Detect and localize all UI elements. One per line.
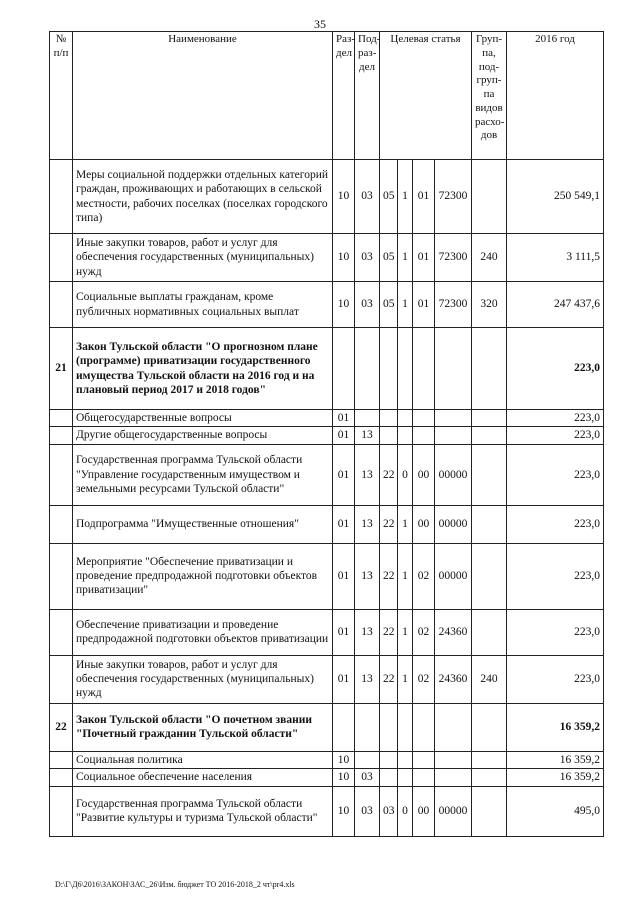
row-number: [50, 444, 73, 505]
row-target-program: 05: [380, 160, 398, 234]
row-number: [50, 786, 73, 836]
table-row: [50, 655, 604, 703]
row-number: [50, 234, 73, 282]
row-target-event: 01: [413, 282, 435, 328]
row-target-subprogram: [398, 703, 413, 751]
row-target-direction: 72300: [435, 282, 472, 328]
row-razdel: 01: [333, 427, 355, 444]
row-target-event: 01: [413, 160, 435, 234]
row-name: Иные закупки товаров, работ и услуг для обеспечения государственных (муниципальных) нужд: [73, 234, 333, 282]
table-row: [50, 160, 604, 234]
row-target-subprogram: 1: [398, 234, 413, 282]
row-number: [50, 282, 73, 328]
header-target: Целевая статья: [380, 32, 472, 160]
row-razdel: 01: [333, 609, 355, 655]
row-razdel: 01: [333, 505, 355, 543]
row-name: Подпрограмма "Имущественные отношения": [73, 505, 333, 543]
row-target-event: [413, 703, 435, 751]
row-razdel: 01: [333, 655, 355, 703]
row-number: [50, 505, 73, 543]
header-year: 2016 год: [507, 32, 604, 160]
table-row: [50, 234, 604, 282]
row-expense-group: [472, 427, 507, 444]
row-target-program: 05: [380, 282, 398, 328]
row-target-program: [380, 703, 398, 751]
row-target-event: 02: [413, 655, 435, 703]
row-podrazdel: 03: [355, 786, 380, 836]
row-target-program: 22: [380, 609, 398, 655]
row-amount: 223,0: [507, 328, 604, 410]
row-target-direction: 72300: [435, 234, 472, 282]
table-row: [50, 328, 604, 410]
row-amount: 250 549,1: [507, 160, 604, 234]
page-number: 35: [314, 17, 326, 31]
row-name: Меры социальной поддержки отдельных категорий граждан, проживающих и работающих в сельской местности, рабочих поселках (поселках городского типа): [73, 160, 333, 234]
row-target-program: 05: [380, 234, 398, 282]
row-target-direction: 00000: [435, 786, 472, 836]
row-target-direction: [435, 328, 472, 410]
row-razdel: 01: [333, 543, 355, 609]
row-name: Закон Тульской области "О почетном звании "Почетный гражданин Тульской области": [73, 703, 333, 751]
row-podrazdel: 13: [355, 444, 380, 505]
row-podrazdel: 03: [355, 282, 380, 328]
row-podrazdel: 13: [355, 505, 380, 543]
row-expense-group: [472, 751, 507, 768]
row-target-subprogram: 1: [398, 609, 413, 655]
row-name: Государственная программа Тульской области "Развитие культуры и туризма Тульской области": [73, 786, 333, 836]
row-podrazdel: [355, 328, 380, 410]
header-group: Груп-па, под-груп-па видов расхо-дов: [472, 32, 507, 160]
row-razdel: 10: [333, 282, 355, 328]
header-razdel: Раз-дел: [333, 32, 355, 160]
row-target-direction: 00000: [435, 543, 472, 609]
row-target-subprogram: 1: [398, 655, 413, 703]
row-amount: 247 437,6: [507, 282, 604, 328]
row-target-subprogram: [398, 410, 413, 427]
row-name: Государственная программа Тульской области "Управление государственным имуществом и земельными ресурсами Тульской области": [73, 444, 333, 505]
row-target-direction: 72300: [435, 160, 472, 234]
header-podrazdel: Под-раз-дел: [355, 32, 380, 160]
header-num: № п/п: [50, 32, 73, 160]
row-expense-group: [472, 769, 507, 786]
row-number: [50, 655, 73, 703]
row-razdel: 10: [333, 786, 355, 836]
row-expense-group: [472, 505, 507, 543]
row-target-direction: [435, 410, 472, 427]
row-amount: 16 359,2: [507, 703, 604, 751]
row-expense-group: [472, 543, 507, 609]
row-target-event: 01: [413, 234, 435, 282]
row-target-program: 22: [380, 655, 398, 703]
row-amount: 16 359,2: [507, 769, 604, 786]
row-target-program: [380, 410, 398, 427]
row-target-subprogram: 1: [398, 543, 413, 609]
row-number: [50, 769, 73, 786]
header-name: Наименование: [73, 32, 333, 160]
table-row: [50, 703, 604, 751]
row-target-event: [413, 751, 435, 768]
table-row: [50, 543, 604, 609]
row-podrazdel: 13: [355, 543, 380, 609]
row-podrazdel: 13: [355, 427, 380, 444]
row-target-subprogram: [398, 769, 413, 786]
row-name: Социальная политика: [73, 751, 333, 768]
row-number: [50, 751, 73, 768]
row-expense-group: [472, 444, 507, 505]
row-name: Социальные выплаты гражданам, кроме публичных нормативных социальных выплат: [73, 282, 333, 328]
row-target-subprogram: [398, 427, 413, 444]
table-row: [50, 751, 604, 768]
row-expense-group: [472, 160, 507, 234]
row-target-program: [380, 769, 398, 786]
row-number: [50, 410, 73, 427]
row-amount: 223,0: [507, 655, 604, 703]
row-expense-group: 240: [472, 655, 507, 703]
row-name: Иные закупки товаров, работ и услуг для обеспечения государственных (муниципальных) нужд: [73, 655, 333, 703]
row-razdel: 10: [333, 769, 355, 786]
row-amount: 495,0: [507, 786, 604, 836]
row-target-event: [413, 410, 435, 427]
row-razdel: 10: [333, 234, 355, 282]
row-expense-group: 320: [472, 282, 507, 328]
row-podrazdel: 03: [355, 769, 380, 786]
row-target-program: [380, 751, 398, 768]
row-podrazdel: 03: [355, 234, 380, 282]
row-target-direction: 00000: [435, 505, 472, 543]
row-amount: 223,0: [507, 505, 604, 543]
row-name: Другие общегосударственные вопросы: [73, 427, 333, 444]
row-target-event: 00: [413, 505, 435, 543]
row-target-event: [413, 328, 435, 410]
row-target-program: 03: [380, 786, 398, 836]
row-razdel: 01: [333, 444, 355, 505]
row-target-event: [413, 427, 435, 444]
row-razdel: [333, 703, 355, 751]
row-target-subprogram: 1: [398, 505, 413, 543]
row-target-program: 22: [380, 505, 398, 543]
table-row: [50, 786, 604, 836]
row-amount: 223,0: [507, 444, 604, 505]
row-expense-group: [472, 328, 507, 410]
row-target-program: [380, 427, 398, 444]
row-target-direction: [435, 427, 472, 444]
row-amount: 3 111,5: [507, 234, 604, 282]
row-amount: 16 359,2: [507, 751, 604, 768]
row-target-program: 22: [380, 543, 398, 609]
table-row: [50, 427, 604, 444]
file-path-footer: D:\Г\Д6\2016\ЗАКОН\ЗАС_26\Изм. бюджет ТО 2016-2018_2 чт\pr4.xls: [55, 880, 295, 889]
row-target-direction: [435, 751, 472, 768]
row-name: Мероприятие "Обеспечение приватизации и проведение предпродажной подготовки объектов приватизации": [73, 543, 333, 609]
row-target-subprogram: 1: [398, 282, 413, 328]
row-target-subprogram: [398, 328, 413, 410]
row-expense-group: 240: [472, 234, 507, 282]
row-name: Обеспечение приватизации и проведение предпродажной подготовки объектов приватизации: [73, 609, 333, 655]
row-expense-group: [472, 410, 507, 427]
row-number: [50, 543, 73, 609]
row-target-event: 00: [413, 444, 435, 505]
table-row: [50, 282, 604, 328]
table-row: [50, 410, 604, 427]
row-target-event: 02: [413, 609, 435, 655]
table-row: [50, 769, 604, 786]
row-amount: 223,0: [507, 609, 604, 655]
row-target-direction: 24360: [435, 655, 472, 703]
row-amount: 223,0: [507, 410, 604, 427]
row-target-program: [380, 328, 398, 410]
row-number: 22: [50, 703, 73, 751]
row-name: Общегосударственные вопросы: [73, 410, 333, 427]
row-target-direction: [435, 703, 472, 751]
table-row: [50, 505, 604, 543]
row-razdel: [333, 328, 355, 410]
row-target-event: 00: [413, 786, 435, 836]
row-target-subprogram: 0: [398, 444, 413, 505]
budget-table: [49, 31, 604, 837]
row-expense-group: [472, 609, 507, 655]
row-podrazdel: [355, 703, 380, 751]
row-name: Закон Тульской области "О прогнозном плане (программе) приватизации государственного имущества Тульской области на 2016 год и на плановый период 2017 и 2018 годов": [73, 328, 333, 410]
row-number: 21: [50, 328, 73, 410]
row-target-direction: [435, 769, 472, 786]
row-number: [50, 609, 73, 655]
row-number: [50, 427, 73, 444]
row-number: [50, 160, 73, 234]
row-target-direction: 00000: [435, 444, 472, 505]
row-podrazdel: [355, 751, 380, 768]
row-amount: 223,0: [507, 427, 604, 444]
row-target-event: [413, 769, 435, 786]
row-razdel: 01: [333, 410, 355, 427]
table-row: [50, 609, 604, 655]
row-target-event: 02: [413, 543, 435, 609]
row-target-subprogram: 1: [398, 160, 413, 234]
row-razdel: 10: [333, 160, 355, 234]
row-target-subprogram: 0: [398, 786, 413, 836]
row-expense-group: [472, 703, 507, 751]
row-target-direction: 24360: [435, 609, 472, 655]
row-amount: 223,0: [507, 543, 604, 609]
row-podrazdel: 13: [355, 655, 380, 703]
row-podrazdel: [355, 410, 380, 427]
row-podrazdel: 13: [355, 609, 380, 655]
row-target-subprogram: [398, 751, 413, 768]
row-target-program: 22: [380, 444, 398, 505]
table-row: [50, 444, 604, 505]
row-name: Социальное обеспечение населения: [73, 769, 333, 786]
row-razdel: 10: [333, 751, 355, 768]
row-podrazdel: 03: [355, 160, 380, 234]
row-expense-group: [472, 786, 507, 836]
table-header-row: [50, 32, 604, 160]
